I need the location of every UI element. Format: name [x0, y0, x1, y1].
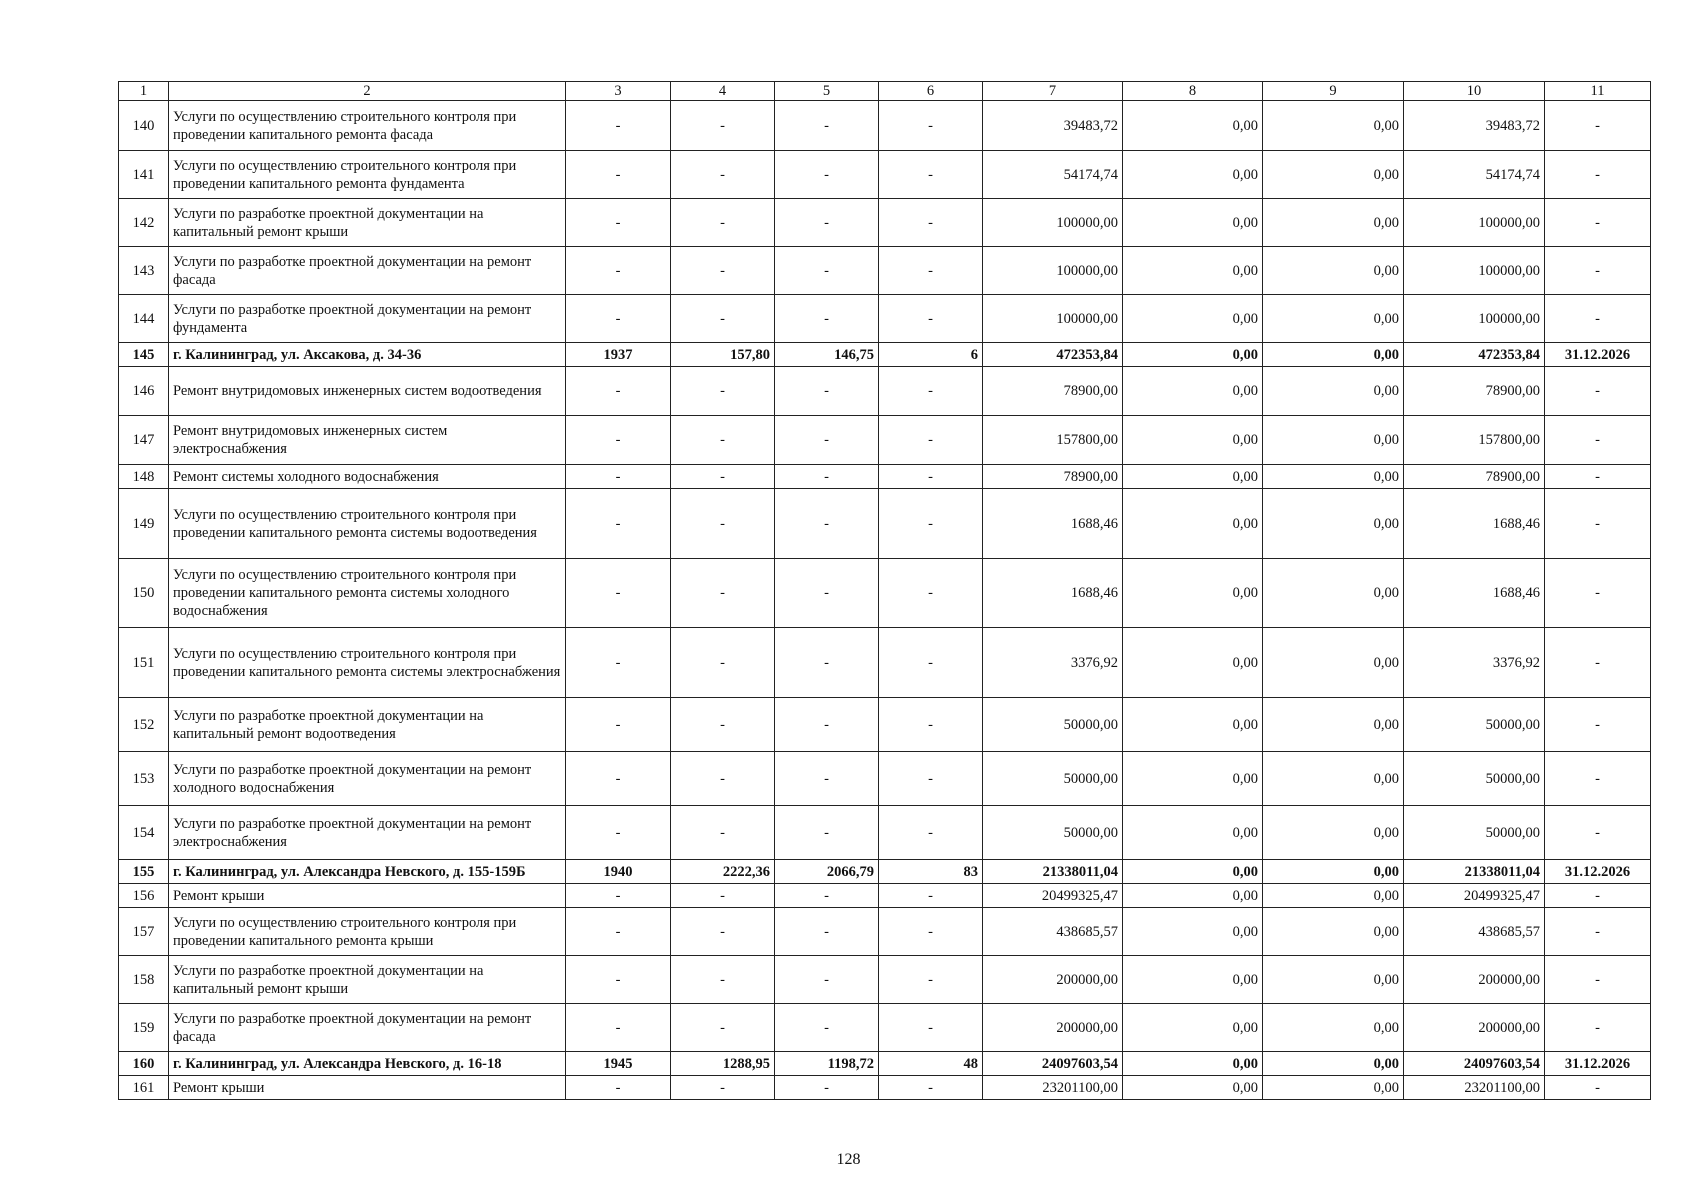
row-number-cell: 154 — [119, 806, 169, 860]
fund-share-cell: 0,00 — [1123, 884, 1263, 908]
completion-date-cell: - — [1545, 908, 1651, 956]
completion-date-cell: - — [1545, 752, 1651, 806]
completion-date-cell: 31.12.2026 — [1545, 343, 1651, 367]
year-built-cell: 1937 — [566, 343, 671, 367]
fund-share-cell: 0,00 — [1123, 559, 1263, 628]
row-number-cell: 160 — [119, 1052, 169, 1076]
work-description-cell: Ремонт крыши — [169, 1076, 566, 1100]
residential-area-cell: 1198,72 — [775, 1052, 879, 1076]
table-row — [119, 1004, 1651, 1052]
completion-date-cell: - — [1545, 151, 1651, 199]
header-cell: 6 — [879, 82, 983, 101]
year-built-cell: - — [566, 1076, 671, 1100]
fund-share-cell: 0,00 — [1123, 908, 1263, 956]
year-built-cell: - — [566, 752, 671, 806]
work-description-cell: Услуги по осуществлению строительного контроля при проведении капитального ремонта фасада — [169, 101, 566, 151]
budget-share-cell: 0,00 — [1263, 101, 1404, 151]
owner-funds-cell: 1688,46 — [1404, 489, 1545, 559]
header-cell: 1 — [119, 82, 169, 101]
year-built-cell: - — [566, 1004, 671, 1052]
total-cost-cell: 54174,74 — [983, 151, 1123, 199]
total-cost-cell: 100000,00 — [983, 295, 1123, 343]
fund-share-cell: 0,00 — [1123, 101, 1263, 151]
residential-area-cell: - — [775, 1004, 879, 1052]
completion-date-cell: - — [1545, 489, 1651, 559]
row-number-cell: 150 — [119, 559, 169, 628]
table-row — [119, 1076, 1651, 1100]
residential-area-cell: 146,75 — [775, 343, 879, 367]
table-row — [119, 416, 1651, 465]
residents-count-cell: - — [879, 956, 983, 1004]
owner-funds-cell: 21338011,04 — [1404, 860, 1545, 884]
work-description-cell: Услуги по разработке проектной документации на ремонт электроснабжения — [169, 806, 566, 860]
total-cost-cell: 157800,00 — [983, 416, 1123, 465]
row-number-cell: 153 — [119, 752, 169, 806]
year-built-cell: - — [566, 367, 671, 416]
owner-funds-cell: 78900,00 — [1404, 367, 1545, 416]
fund-share-cell: 0,00 — [1123, 956, 1263, 1004]
total-area-cell: - — [671, 101, 775, 151]
table-row — [119, 559, 1651, 628]
total-area-cell: - — [671, 465, 775, 489]
residents-count-cell: - — [879, 199, 983, 247]
header-cell: 5 — [775, 82, 879, 101]
fund-share-cell: 0,00 — [1123, 367, 1263, 416]
total-cost-cell: 200000,00 — [983, 1004, 1123, 1052]
residential-area-cell: - — [775, 752, 879, 806]
repair-schedule-table — [118, 81, 1651, 1100]
work-description-cell: г. Калининград, ул. Александра Невского, д. 155-159Б — [169, 860, 566, 884]
total-cost-cell: 438685,57 — [983, 908, 1123, 956]
work-description-cell: Услуги по разработке проектной документации на ремонт фасада — [169, 1004, 566, 1052]
total-area-cell: - — [671, 489, 775, 559]
work-description-cell: Ремонт внутридомовых инженерных систем электроснабжения — [169, 416, 566, 465]
row-number-cell: 157 — [119, 908, 169, 956]
owner-funds-cell: 472353,84 — [1404, 343, 1545, 367]
work-description-cell: Ремонт внутридомовых инженерных систем водоотведения — [169, 367, 566, 416]
row-number-cell: 148 — [119, 465, 169, 489]
work-description-cell: Услуги по разработке проектной документации на капитальный ремонт крыши — [169, 199, 566, 247]
total-cost-cell: 200000,00 — [983, 956, 1123, 1004]
budget-share-cell: 0,00 — [1263, 752, 1404, 806]
total-area-cell: - — [671, 628, 775, 698]
total-area-cell: - — [671, 806, 775, 860]
residents-count-cell: - — [879, 1076, 983, 1100]
fund-share-cell: 0,00 — [1123, 698, 1263, 752]
year-built-cell: - — [566, 101, 671, 151]
residents-count-cell: 6 — [879, 343, 983, 367]
header-cell: 4 — [671, 82, 775, 101]
fund-share-cell: 0,00 — [1123, 151, 1263, 199]
fund-share-cell: 0,00 — [1123, 752, 1263, 806]
total-area-cell: - — [671, 247, 775, 295]
residential-area-cell: - — [775, 489, 879, 559]
residents-count-cell: - — [879, 101, 983, 151]
table-row — [119, 247, 1651, 295]
residential-area-cell: - — [775, 698, 879, 752]
residents-count-cell: - — [879, 698, 983, 752]
completion-date-cell: - — [1545, 956, 1651, 1004]
address-row — [119, 860, 1651, 884]
table-row — [119, 295, 1651, 343]
residential-area-cell: - — [775, 151, 879, 199]
fund-share-cell: 0,00 — [1123, 628, 1263, 698]
residents-count-cell: - — [879, 806, 983, 860]
address-row — [119, 1052, 1651, 1076]
table-row — [119, 956, 1651, 1004]
residential-area-cell: 2066,79 — [775, 860, 879, 884]
residents-count-cell: 83 — [879, 860, 983, 884]
row-number-cell: 158 — [119, 956, 169, 1004]
table-row — [119, 199, 1651, 247]
total-cost-cell: 1688,46 — [983, 559, 1123, 628]
total-cost-cell: 23201100,00 — [983, 1076, 1123, 1100]
budget-share-cell: 0,00 — [1263, 908, 1404, 956]
residential-area-cell: - — [775, 908, 879, 956]
budget-share-cell: 0,00 — [1263, 151, 1404, 199]
total-area-cell: - — [671, 416, 775, 465]
total-area-cell: - — [671, 698, 775, 752]
completion-date-cell: - — [1545, 806, 1651, 860]
work-description-cell: Услуги по разработке проектной документации на капитальный ремонт крыши — [169, 956, 566, 1004]
owner-funds-cell: 50000,00 — [1404, 752, 1545, 806]
address-row — [119, 343, 1651, 367]
residents-count-cell: - — [879, 628, 983, 698]
owner-funds-cell: 54174,74 — [1404, 151, 1545, 199]
year-built-cell: - — [566, 295, 671, 343]
header-cell: 11 — [1545, 82, 1651, 101]
fund-share-cell: 0,00 — [1123, 199, 1263, 247]
work-description-cell: г. Калининград, ул. Александра Невского, д. 16-18 — [169, 1052, 566, 1076]
work-description-cell: Услуги по разработке проектной документации на ремонт фасада — [169, 247, 566, 295]
residential-area-cell: - — [775, 367, 879, 416]
table-row — [119, 367, 1651, 416]
table-row — [119, 908, 1651, 956]
total-cost-cell: 472353,84 — [983, 343, 1123, 367]
fund-share-cell: 0,00 — [1123, 806, 1263, 860]
completion-date-cell: - — [1545, 367, 1651, 416]
work-description-cell: Услуги по разработке проектной документации на ремонт холодного водоснабжения — [169, 752, 566, 806]
table-body — [119, 82, 1651, 1100]
owner-funds-cell: 50000,00 — [1404, 806, 1545, 860]
total-cost-cell: 100000,00 — [983, 247, 1123, 295]
owner-funds-cell: 39483,72 — [1404, 101, 1545, 151]
table-row — [119, 101, 1651, 151]
owner-funds-cell: 78900,00 — [1404, 465, 1545, 489]
year-built-cell: - — [566, 908, 671, 956]
budget-share-cell: 0,00 — [1263, 489, 1404, 559]
year-built-cell: - — [566, 956, 671, 1004]
budget-share-cell: 0,00 — [1263, 247, 1404, 295]
column-number-header-row — [119, 82, 1651, 101]
year-built-cell: - — [566, 247, 671, 295]
work-description-cell: Услуги по осуществлению строительного контроля при проведении капитального ремонта системы водоотведения — [169, 489, 566, 559]
residential-area-cell: - — [775, 101, 879, 151]
total-cost-cell: 1688,46 — [983, 489, 1123, 559]
owner-funds-cell: 23201100,00 — [1404, 1076, 1545, 1100]
completion-date-cell: - — [1545, 199, 1651, 247]
row-number-cell: 145 — [119, 343, 169, 367]
total-cost-cell: 50000,00 — [983, 806, 1123, 860]
owner-funds-cell: 50000,00 — [1404, 698, 1545, 752]
owner-funds-cell: 1688,46 — [1404, 559, 1545, 628]
completion-date-cell: - — [1545, 465, 1651, 489]
completion-date-cell: - — [1545, 884, 1651, 908]
residential-area-cell: - — [775, 295, 879, 343]
work-description-cell: г. Калининград, ул. Аксакова, д. 34-36 — [169, 343, 566, 367]
owner-funds-cell: 100000,00 — [1404, 295, 1545, 343]
total-area-cell: - — [671, 884, 775, 908]
total-area-cell: - — [671, 559, 775, 628]
owner-funds-cell: 438685,57 — [1404, 908, 1545, 956]
row-number-cell: 140 — [119, 101, 169, 151]
total-area-cell: 157,80 — [671, 343, 775, 367]
budget-share-cell: 0,00 — [1263, 806, 1404, 860]
total-area-cell: 2222,36 — [671, 860, 775, 884]
year-built-cell: - — [566, 698, 671, 752]
row-number-cell: 142 — [119, 199, 169, 247]
residents-count-cell: - — [879, 489, 983, 559]
residential-area-cell: - — [775, 1076, 879, 1100]
budget-share-cell: 0,00 — [1263, 956, 1404, 1004]
residents-count-cell: - — [879, 295, 983, 343]
fund-share-cell: 0,00 — [1123, 465, 1263, 489]
residential-area-cell: - — [775, 628, 879, 698]
year-built-cell: 1940 — [566, 860, 671, 884]
budget-share-cell: 0,00 — [1263, 343, 1404, 367]
total-area-cell: - — [671, 367, 775, 416]
residents-count-cell: - — [879, 367, 983, 416]
owner-funds-cell: 157800,00 — [1404, 416, 1545, 465]
row-number-cell: 159 — [119, 1004, 169, 1052]
work-description-cell: Ремонт крыши — [169, 884, 566, 908]
header-cell: 8 — [1123, 82, 1263, 101]
budget-share-cell: 0,00 — [1263, 884, 1404, 908]
work-description-cell: Услуги по осуществлению строительного контроля при проведении капитального ремонта фундамента — [169, 151, 566, 199]
total-area-cell: - — [671, 752, 775, 806]
total-area-cell: - — [671, 151, 775, 199]
total-cost-cell: 39483,72 — [983, 101, 1123, 151]
work-description-cell: Услуги по разработке проектной документации на ремонт фундамента — [169, 295, 566, 343]
fund-share-cell: 0,00 — [1123, 1076, 1263, 1100]
total-area-cell: 1288,95 — [671, 1052, 775, 1076]
completion-date-cell: - — [1545, 295, 1651, 343]
row-number-cell: 141 — [119, 151, 169, 199]
table-row — [119, 806, 1651, 860]
fund-share-cell: 0,00 — [1123, 247, 1263, 295]
total-cost-cell: 50000,00 — [983, 698, 1123, 752]
budget-share-cell: 0,00 — [1263, 416, 1404, 465]
year-built-cell: - — [566, 628, 671, 698]
total-area-cell: - — [671, 295, 775, 343]
residential-area-cell: - — [775, 465, 879, 489]
header-cell: 9 — [1263, 82, 1404, 101]
owner-funds-cell: 3376,92 — [1404, 628, 1545, 698]
budget-share-cell: 0,00 — [1263, 698, 1404, 752]
budget-share-cell: 0,00 — [1263, 295, 1404, 343]
fund-share-cell: 0,00 — [1123, 860, 1263, 884]
year-built-cell: - — [566, 559, 671, 628]
budget-share-cell: 0,00 — [1263, 860, 1404, 884]
year-built-cell: - — [566, 416, 671, 465]
row-number-cell: 143 — [119, 247, 169, 295]
completion-date-cell: 31.12.2026 — [1545, 860, 1651, 884]
owner-funds-cell: 200000,00 — [1404, 956, 1545, 1004]
residents-count-cell: 48 — [879, 1052, 983, 1076]
owner-funds-cell: 100000,00 — [1404, 199, 1545, 247]
residents-count-cell: - — [879, 1004, 983, 1052]
total-area-cell: - — [671, 1076, 775, 1100]
total-cost-cell: 50000,00 — [983, 752, 1123, 806]
row-number-cell: 146 — [119, 367, 169, 416]
work-description-cell: Услуги по осуществлению строительного контроля при проведении капитального ремонта крыши — [169, 908, 566, 956]
fund-share-cell: 0,00 — [1123, 1052, 1263, 1076]
total-cost-cell: 100000,00 — [983, 199, 1123, 247]
owner-funds-cell: 200000,00 — [1404, 1004, 1545, 1052]
row-number-cell: 155 — [119, 860, 169, 884]
page-number: 128 — [836, 1151, 861, 1168]
residential-area-cell: - — [775, 806, 879, 860]
work-description-cell: Ремонт системы холодного водоснабжения — [169, 465, 566, 489]
row-number-cell: 151 — [119, 628, 169, 698]
fund-share-cell: 0,00 — [1123, 416, 1263, 465]
residents-count-cell: - — [879, 559, 983, 628]
owner-funds-cell: 24097603,54 — [1404, 1052, 1545, 1076]
residents-count-cell: - — [879, 908, 983, 956]
year-built-cell: - — [566, 489, 671, 559]
budget-share-cell: 0,00 — [1263, 1076, 1404, 1100]
work-description-cell: Услуги по осуществлению строительного контроля при проведении капитального ремонта системы холодного водоснабжения — [169, 559, 566, 628]
completion-date-cell: - — [1545, 1004, 1651, 1052]
residential-area-cell: - — [775, 884, 879, 908]
year-built-cell: - — [566, 884, 671, 908]
year-built-cell: - — [566, 199, 671, 247]
work-description-cell: Услуги по разработке проектной документации на капитальный ремонт водоотведения — [169, 698, 566, 752]
budget-share-cell: 0,00 — [1263, 1052, 1404, 1076]
total-cost-cell: 20499325,47 — [983, 884, 1123, 908]
total-cost-cell: 78900,00 — [983, 367, 1123, 416]
owner-funds-cell: 100000,00 — [1404, 247, 1545, 295]
residential-area-cell: - — [775, 199, 879, 247]
row-number-cell: 152 — [119, 698, 169, 752]
fund-share-cell: 0,00 — [1123, 489, 1263, 559]
header-cell: 7 — [983, 82, 1123, 101]
year-built-cell: - — [566, 806, 671, 860]
total-cost-cell: 21338011,04 — [983, 860, 1123, 884]
budget-share-cell: 0,00 — [1263, 1004, 1404, 1052]
total-cost-cell: 78900,00 — [983, 465, 1123, 489]
header-cell: 3 — [566, 82, 671, 101]
row-number-cell: 161 — [119, 1076, 169, 1100]
table-row — [119, 489, 1651, 559]
budget-share-cell: 0,00 — [1263, 465, 1404, 489]
table-row — [119, 698, 1651, 752]
residential-area-cell: - — [775, 247, 879, 295]
residential-area-cell: - — [775, 956, 879, 1004]
table-row — [119, 628, 1651, 698]
total-cost-cell: 3376,92 — [983, 628, 1123, 698]
table-row — [119, 884, 1651, 908]
completion-date-cell: - — [1545, 559, 1651, 628]
total-area-cell: - — [671, 199, 775, 247]
total-area-cell: - — [671, 956, 775, 1004]
completion-date-cell: - — [1545, 247, 1651, 295]
completion-date-cell: - — [1545, 628, 1651, 698]
residents-count-cell: - — [879, 416, 983, 465]
budget-share-cell: 0,00 — [1263, 199, 1404, 247]
work-description-cell: Услуги по осуществлению строительного контроля при проведении капитального ремонта системы электроснабжения — [169, 628, 566, 698]
fund-share-cell: 0,00 — [1123, 343, 1263, 367]
header-cell: 2 — [169, 82, 566, 101]
residential-area-cell: - — [775, 559, 879, 628]
budget-share-cell: 0,00 — [1263, 559, 1404, 628]
row-number-cell: 144 — [119, 295, 169, 343]
header-cell: 10 — [1404, 82, 1545, 101]
residents-count-cell: - — [879, 465, 983, 489]
year-built-cell: - — [566, 465, 671, 489]
completion-date-cell: - — [1545, 698, 1651, 752]
completion-date-cell: - — [1545, 101, 1651, 151]
row-number-cell: 156 — [119, 884, 169, 908]
table-row — [119, 752, 1651, 806]
budget-share-cell: 0,00 — [1263, 367, 1404, 416]
year-built-cell: 1945 — [566, 1052, 671, 1076]
fund-share-cell: 0,00 — [1123, 1004, 1263, 1052]
residents-count-cell: - — [879, 752, 983, 806]
table-row — [119, 151, 1651, 199]
completion-date-cell: - — [1545, 1076, 1651, 1100]
residents-count-cell: - — [879, 884, 983, 908]
row-number-cell: 149 — [119, 489, 169, 559]
total-cost-cell: 24097603,54 — [983, 1052, 1123, 1076]
completion-date-cell: - — [1545, 416, 1651, 465]
total-area-cell: - — [671, 908, 775, 956]
completion-date-cell: 31.12.2026 — [1545, 1052, 1651, 1076]
residents-count-cell: - — [879, 151, 983, 199]
residential-area-cell: - — [775, 416, 879, 465]
year-built-cell: - — [566, 151, 671, 199]
total-area-cell: - — [671, 1004, 775, 1052]
table-row — [119, 465, 1651, 489]
owner-funds-cell: 20499325,47 — [1404, 884, 1545, 908]
row-number-cell: 147 — [119, 416, 169, 465]
fund-share-cell: 0,00 — [1123, 295, 1263, 343]
residents-count-cell: - — [879, 247, 983, 295]
budget-share-cell: 0,00 — [1263, 628, 1404, 698]
